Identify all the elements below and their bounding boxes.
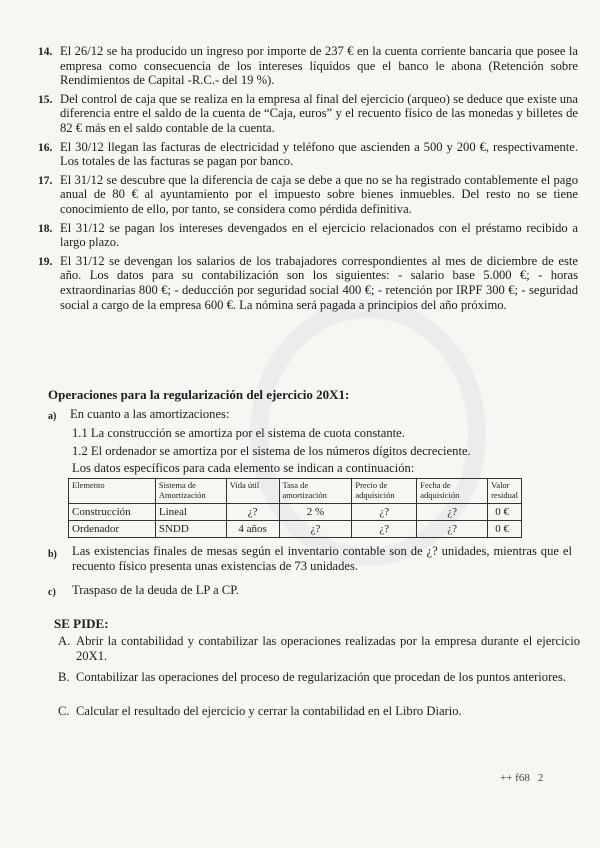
table-cell: Ordenador bbox=[69, 521, 156, 538]
operation-number: 14. bbox=[38, 46, 53, 58]
task-item bbox=[58, 704, 580, 719]
col-header: Fecha de adquisición bbox=[417, 479, 488, 504]
regularization-title: Operaciones para la regularización del ejercicio 20X1: bbox=[48, 387, 350, 402]
col-header: Precio de adquisición bbox=[352, 479, 417, 504]
table-cell: SNDD bbox=[155, 521, 226, 538]
task-letter: B. bbox=[58, 670, 70, 684]
point-c-text: Traspaso de la deuda de LP a CP. bbox=[72, 583, 239, 597]
table-cell: ¿? bbox=[352, 504, 417, 521]
table-cell: Construcción bbox=[69, 504, 156, 521]
point-a-label: a) bbox=[48, 411, 57, 422]
amortization-table bbox=[68, 478, 522, 538]
operation-item bbox=[38, 92, 578, 136]
task-item bbox=[58, 670, 580, 685]
point-a3-text: Los datos específicos para cada elemento se indican a continuación: bbox=[72, 461, 415, 475]
point-c-label: c) bbox=[48, 587, 56, 598]
col-header: Vida útil bbox=[226, 479, 279, 504]
operation-text: Del control de caja que se realiza en la empresa al final del ejercicio (arqueo) se deduce que existe una diferencia entre el saldo de la cuenta de “Caja, euros” y el recuento físico de las monedas y billetes de 82 € más en el saldo contable de la cuenta. bbox=[60, 91, 578, 135]
operation-text: El 26/12 se ha producido un ingreso por importe de 237 € en la cuenta corriente bancaria que posee la empresa como consecuencia de los intereses líquidos que el banco le abona (Retención sobre Rendimientos de Capital -R.C.- del 19 %). bbox=[60, 44, 578, 88]
task-text: Contabilizar las operaciones del proceso de regularización que procedan de los puntos anteriores. bbox=[76, 670, 566, 684]
table-cell: ¿? bbox=[279, 521, 352, 538]
table-cell: 2 % bbox=[279, 504, 352, 521]
task-letter: A. bbox=[58, 634, 71, 648]
se-pide-title: SE PIDE: bbox=[54, 616, 109, 631]
col-header: Sistema de Amortización bbox=[155, 479, 226, 504]
table-cell: ¿? bbox=[226, 504, 279, 521]
table-header-row bbox=[69, 479, 522, 504]
operation-item bbox=[38, 173, 578, 217]
task-text: Abrir la contabilidad y contabilizar las operaciones realizadas por la empresa durante el ejercicio 20X1. bbox=[76, 634, 580, 663]
operation-number: 18. bbox=[38, 222, 53, 235]
table-cell: 4 años bbox=[226, 521, 279, 538]
col-header: Tasa de amortización bbox=[279, 479, 352, 504]
operation-item bbox=[38, 221, 578, 250]
point-b-label: b) bbox=[48, 549, 57, 560]
table-cell: ¿? bbox=[417, 521, 488, 538]
operation-item bbox=[38, 254, 578, 312]
footer-code: ++ f68 bbox=[500, 772, 530, 784]
table-cell: ¿? bbox=[417, 504, 488, 521]
operation-text: El 31/12 se descubre que la diferencia de caja se debe a que no se ha registrado contablemente el pago anual de 80 € al ayuntamiento por el impuesto sobre bienes inmuebles. Del resto no se tiene conocimiento de ello, por tanto, se considera como pérdida definitiva. bbox=[60, 172, 578, 216]
operation-item bbox=[38, 140, 578, 169]
page-footer bbox=[500, 772, 543, 784]
operation-text: El 31/12 se pagan los intereses devengados en el ejercicio relacionados con el préstamo recibido a largo plazo. bbox=[60, 220, 578, 250]
point-a-text: En cuanto a las amortizaciones: bbox=[70, 407, 230, 421]
col-header: Valor residual bbox=[488, 479, 522, 504]
operation-number: 16. bbox=[38, 141, 53, 154]
operation-text: El 30/12 llegan las facturas de electricidad y teléfono que ascienden a 500 y 200 €, respectivamente. Los totales de las facturas se pagan por banco. bbox=[60, 139, 578, 169]
operation-item bbox=[38, 44, 578, 88]
table-cell: 0 € bbox=[488, 521, 522, 538]
task-item bbox=[58, 634, 580, 664]
table-cell: ¿? bbox=[352, 521, 417, 538]
table-cell: 0 € bbox=[488, 504, 522, 521]
point-a1-text: 1.1 La construcción se amortiza por el sistema de cuota constante. bbox=[72, 426, 405, 440]
task-letter: C. bbox=[58, 704, 70, 718]
operation-number: 17. bbox=[38, 174, 53, 187]
page-number: 2 bbox=[537, 772, 544, 784]
col-header: Elemento bbox=[69, 479, 156, 504]
table-row bbox=[69, 504, 522, 521]
table-row bbox=[69, 521, 522, 538]
task-text: Calcular el resultado del ejercicio y cerrar la contabilidad en el Libro Diario. bbox=[76, 704, 462, 718]
point-a2-text: 1.2 El ordenador se amortiza por el sistema de los números dígitos decreciente. bbox=[72, 444, 471, 458]
table-cell: Lineal bbox=[155, 504, 226, 521]
operations-list bbox=[38, 44, 578, 316]
operation-number: 15. bbox=[38, 93, 53, 106]
operation-text: El 31/12 se devengan los salarios de los trabajadores correspondientes al mes de diciembre de este año. Los datos para su contabilización son los siguientes: - salario base 5.000 €; - horas extraordinarias 800 €; - deducción por seguridad social 400 €; - retención por IRPF 300 €; - seguridad social a cargo de la empresa 600 €. La nómina será pagada a principios del año próximo. bbox=[60, 253, 578, 312]
point-b-text: Las existencias finales de mesas según el inventario contable son de ¿? unidades, mientras que el recuento físico presenta unas existencias de 73 unidades. bbox=[72, 544, 572, 573]
operation-number: 19. bbox=[38, 255, 53, 268]
